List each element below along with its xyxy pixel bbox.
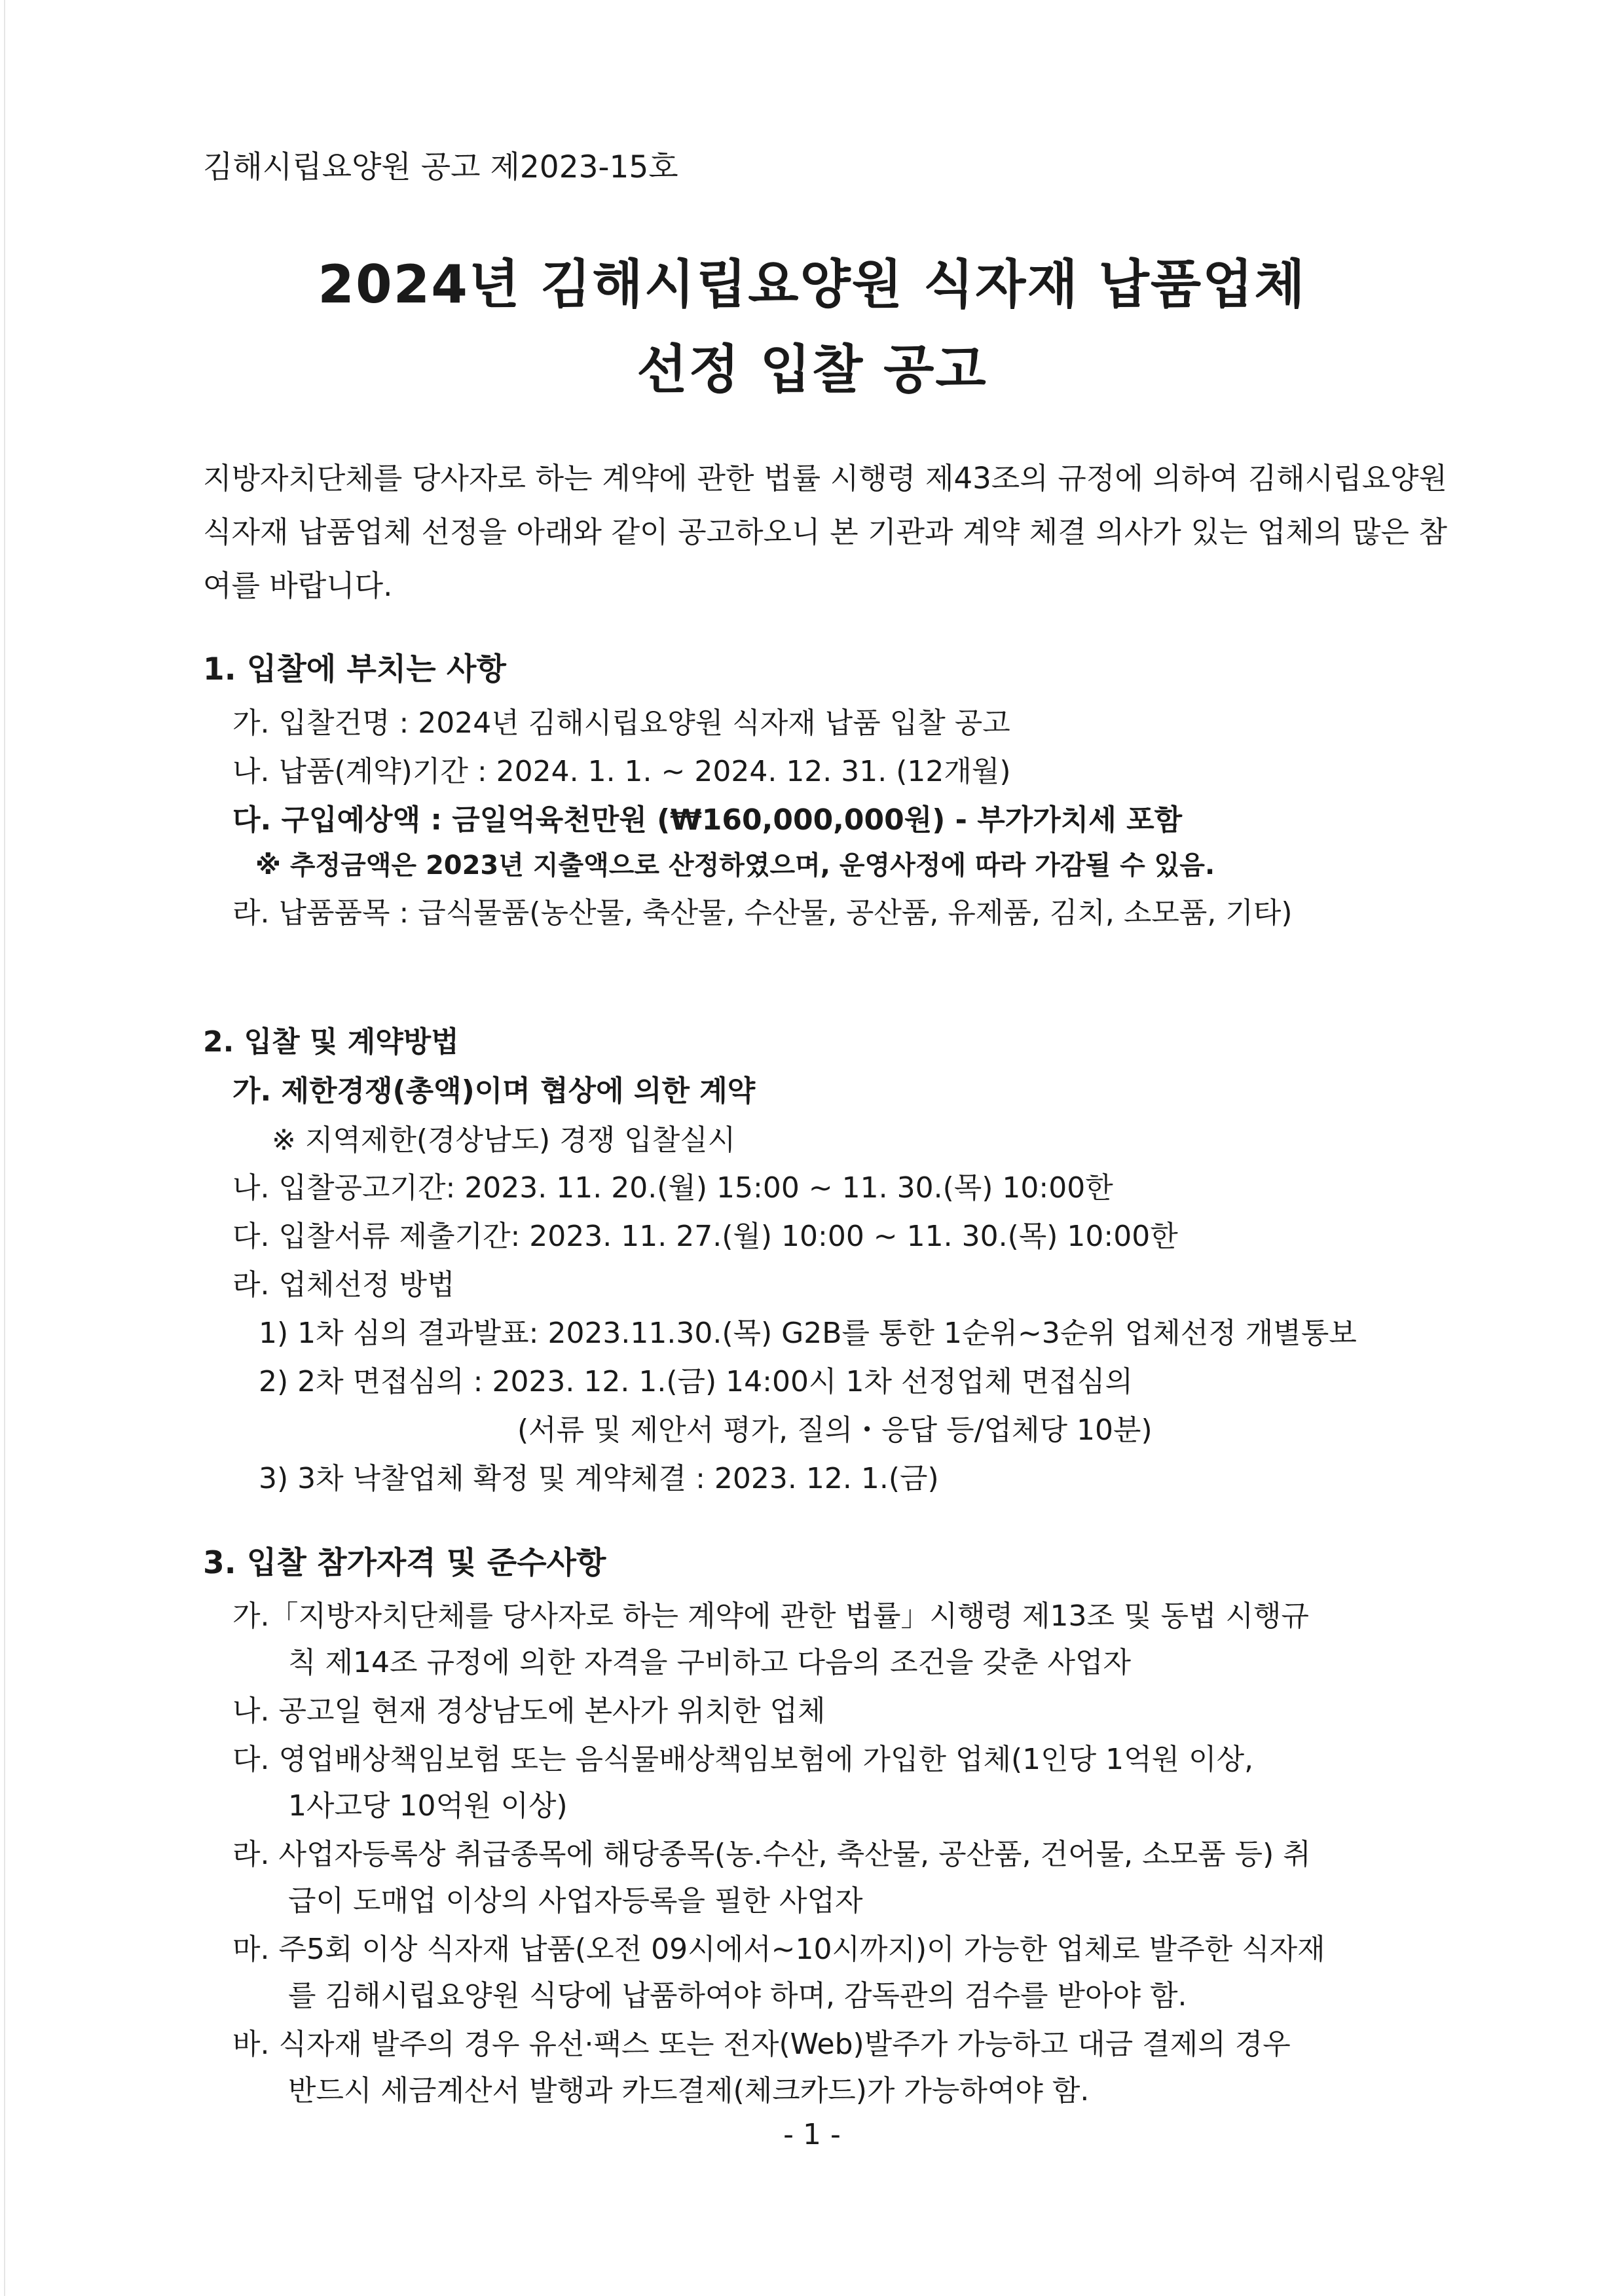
document-title-line2: 선정 입찰 공고 [637,339,987,400]
section1-item: 다. 구입예상액 : 금일억육천만원 (₩160,000,000원) - 부가가치세 포함 [232,803,1183,837]
intro-paragraph: 지방자치단체를 당사자로 하는 계약에 관한 법률 시행령 제43조의 규정에 의하여 김해시립요양원 식자재 납품업체 선정을 아래와 같이 공고하오니 본 기관과 계약 체결 의사가 있는 업체의 많은 참여를 바랍니다. [203,461,1447,603]
section1-note: ※ 추정금액은 2023년 지출액으로 산정하였으며, 운영사정에 따라 가감될 수 있음. [255,850,1215,881]
section1-item: 나. 납품(계약)기간 : 2024. 1. 1. ~ 2024. 12. 31. (12개월) [232,755,1011,788]
page-number: - 1 - [783,2118,841,2151]
section2-item: 가. 제한경쟁(총액)이며 협상에 의한 계약 [232,1074,756,1108]
section3-item-cont: 를 김해시립요양원 식당에 납품하여야 하며, 감독관의 검수를 받아야 함. [288,1979,1187,2013]
section2-item: 라. 업체선정 방법 [232,1268,455,1302]
notice-number: 김해시립요양원 공고 제2023-15호 [203,149,678,185]
section2-heading: 2. 입찰 및 계약방법 [203,1025,459,1059]
section2-subitem: 3) 3차 낙찰업체 확정 및 계약체결 : 2023. 12. 1.(금) [259,1462,939,1495]
section2-subitem: 1) 1차 심의 결과발표: 2023.11.30.(목) G2B를 통한 1순위~3순위 업체선정 개별통보 [259,1317,1357,1350]
section2-subitem: 2) 2차 면접심의 : 2023. 12. 1.(금) 14:00시 1차 선정업체 면접심의 [259,1365,1133,1398]
section2-subitem-detail: (서류 및 제안서 평가, 질의・응답 등/업체당 10분) [517,1413,1153,1447]
section3-item-cont: 1사고당 10억원 이상) [288,1789,568,1823]
section1-item: 라. 납품품목 : 급식물품(농산물, 축산물, 수산물, 공산품, 유제품, 김치, 소모품, 기타) [232,896,1293,930]
section3-item: 나. 공고일 현재 경상남도에 본사가 위치한 업체 [232,1694,826,1728]
section3-item-cont: 급이 도매업 이상의 사업자등록을 필한 사업자 [288,1884,863,1918]
section3-item-cont: 칙 제14조 규정에 의한 자격을 구비하고 다음의 조건을 갖춘 사업자 [288,1646,1131,1679]
section1-heading: 1. 입찰에 부치는 사항 [203,651,506,687]
section3-item-cont: 반드시 세금계산서 발행과 카드결제(체크카드)가 가능하여야 함. [288,2074,1090,2107]
section3-heading: 3. 입찰 참가자격 및 준수사항 [203,1545,606,1581]
section3-item: 가.「지방자치단체를 당사자로 하는 계약에 관한 법률」시행령 제13조 및 동법 시행규 [232,1599,1309,1633]
section2-item: 다. 입찰서류 제출기간: 2023. 11. 27.(월) 10:00 ~ 11. 30.(목) 10:00한 [232,1220,1178,1253]
section3-item: 마. 주5회 이상 식자재 납품(오전 09시에서~10시까지)이 가능한 업체로 발주한 식자재 [232,1933,1325,1966]
document-title-line1: 2024년 김해시립요양원 식자재 납품업체 [318,254,1306,315]
section2-item: 나. 입찰공고기간: 2023. 11. 20.(월) 15:00 ~ 11. 30.(목) 10:00한 [232,1171,1113,1205]
section3-item: 라. 사업자등록상 취급종목에 해당종목(농.수산, 축산물, 공산품, 건어물, 소모품 등) 취 [232,1838,1311,1871]
section2-note: ※ 지역제한(경상남도) 경쟁 입찰실시 [272,1123,736,1157]
section3-item: 다. 영업배상책임보험 또는 음식물배상책임보험에 가입한 업체(1인당 1억원 이상, [232,1743,1254,1776]
section3-item: 바. 식자재 발주의 경우 유선·팩스 또는 전자(Web)발주가 가능하고 대금 결제의 경우 [232,2028,1291,2061]
section1-item: 가. 입찰건명 : 2024년 김해시립요양원 식자재 납품 입찰 공고 [232,706,1010,740]
